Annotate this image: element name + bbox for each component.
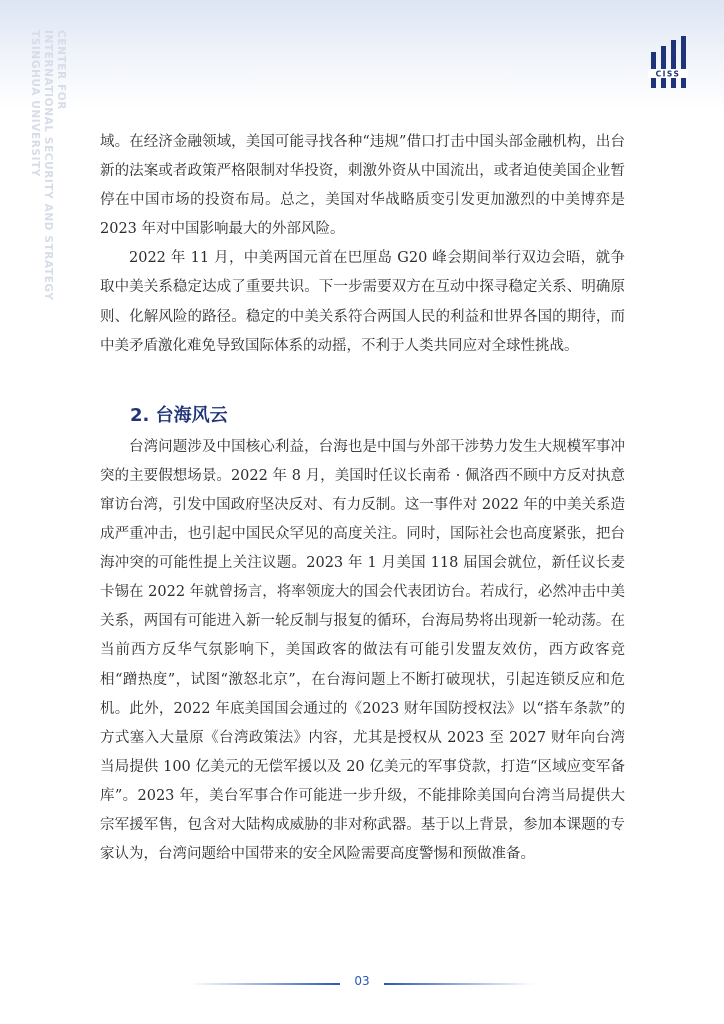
org-name-vertical bbox=[28, 30, 67, 301]
org-line-2: INTERNATIONAL SECURITY AND STRATEGY bbox=[42, 30, 54, 301]
org-line-1: CENTER FOR bbox=[55, 30, 67, 110]
footer-divider-right bbox=[384, 983, 534, 985]
paragraph-3: 台湾问题涉及中国核心利益，台海也是中国与外部干涉势力发生大规模军事冲突的主要假想场景。2022 年 8 月，美国时任议长南希 · 佩洛西不顾中方反对执意窜访台湾，引发中国政府坚决反对、有力反制。这一事件对 2022 年的中美关系造成严重冲击，也引起中国民众罕见的高度关注。同时，国际社会也高度紧张，把台海冲突的可能性提上关注议题。2023 年 1 月美国 118 届国会就位，新任议长麦卡锡在 2022 年就曾扬言，将率领庞大的国会代表团访台。若成行，必然冲击中美关系，两国有可能进入新一轮反制与报复的循环，台海局势将出现新一轮动荡。在当前西方反华气氛影响下，美国政客的做法有可能引发盟友效仿，西方政客竞相“蹭热度”，试图“激怒北京”，在台海问题上不断打破现状，引起连锁反应和危机。此外，2022 年底美国国会通过的《2023 财年国防授权法》以“搭车条款”的方式塞入大量原《台湾政策法》内容，尤其是授权从 2023 至 2027 财年向台湾当局提供 100 亿美元的无偿军援以及 20 亿美元的军事贷款，打造“区域应变军备库”。2023 年，美台军事合作可能进一步升级，不能排除美国向台湾当局提供大宗军援军售，包含对大陆构成威胁的非对称武器。基于以上背景，参加本课题的专家认为，台湾问题给中国带来的安全风险需要高度警惕和预做准备。 bbox=[100, 438, 625, 863]
section-title: 2. 台海风云 bbox=[130, 404, 228, 426]
footer-divider-left bbox=[190, 983, 340, 985]
main-content bbox=[100, 128, 625, 869]
logo-text: CISS bbox=[655, 69, 681, 79]
ciss-logo bbox=[648, 36, 688, 92]
ciss-logo-icon bbox=[648, 36, 688, 92]
page-number: 03 bbox=[354, 974, 370, 988]
paragraph-1: 域。在经济金融领域，美国可能寻找各种“违规”借口打击中国头部金融机构，出台新的法案或者政策严格限制对华投资，刺激外资从中国流出，或者迫使美国企业暂停在中国市场的投资布局。总之，美国对华战略质变引发更加激烈的中美博弈是 2023 年对中国影响最大的外部风险。 bbox=[100, 134, 625, 238]
header-band bbox=[0, 0, 724, 110]
paragraph-2: 2022 年 11 月，中美两国元首在巴厘岛 G20 峰会期间举行双边会晤，就争取中美关系稳定达成了重要共识。下一步需要双方在互动中探寻稳定关系、明确原则、化解风险的路径。稳定的中美关系符合两国人民的利益和世界各国的期待，而中美矛盾激化难免导致国际体系的动摇，不利于人类共同应对全球性挑战。 bbox=[100, 250, 625, 354]
org-line-3: TSINGHUA UNIVERSITY bbox=[29, 30, 41, 178]
